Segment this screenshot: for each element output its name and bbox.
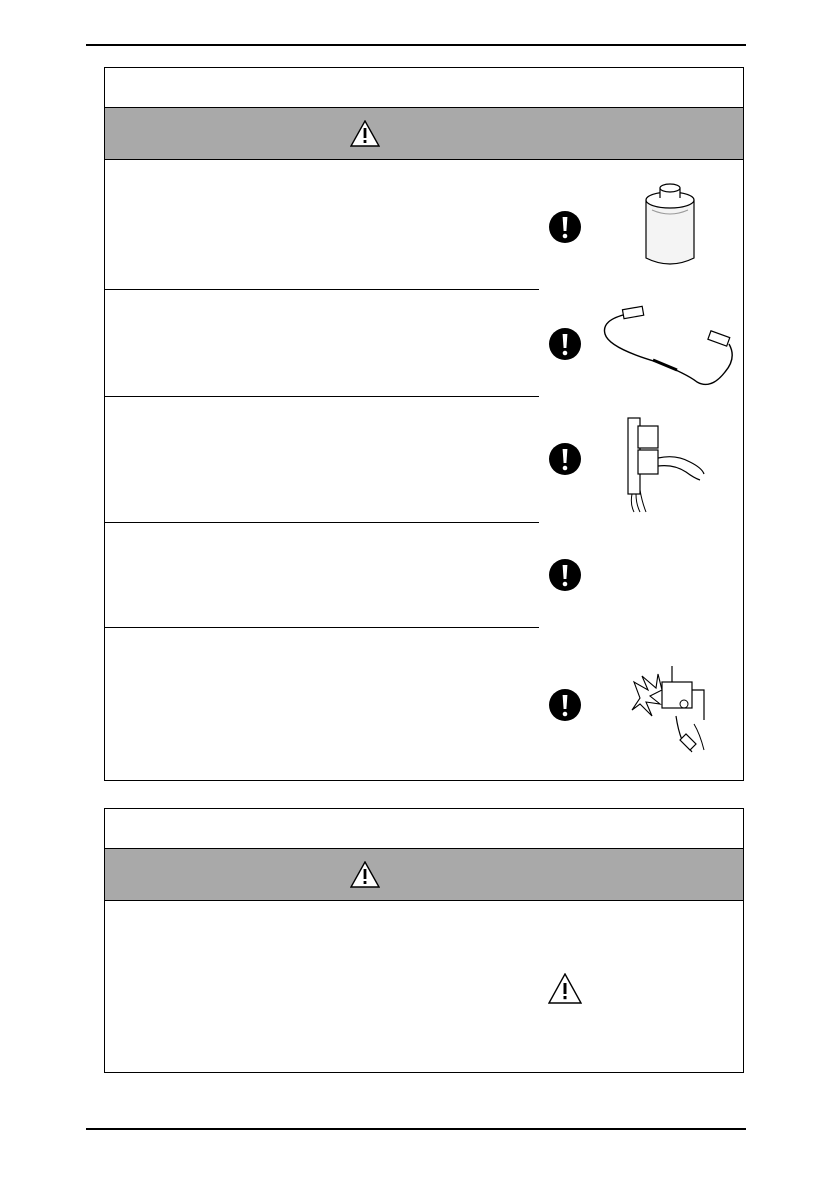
caution-triangle-icon: [548, 973, 582, 1004]
caution-band-2: [105, 849, 743, 901]
cable-icon: [597, 300, 741, 392]
warning-band-1: [105, 108, 743, 160]
row-divider-4: [105, 627, 539, 628]
mandatory-icon: [548, 327, 582, 361]
mandatory-icon: [548, 558, 582, 592]
mandatory-icon: [548, 442, 582, 476]
connector-icon: [624, 414, 706, 514]
row-divider-2: [105, 396, 539, 397]
row-divider-3: [105, 522, 539, 523]
header-rule: [86, 44, 746, 46]
battery-icon: [640, 178, 700, 270]
spark-shock-icon: [628, 660, 708, 756]
mandatory-icon: [548, 688, 582, 722]
caution-box-2-title: [105, 809, 743, 849]
warning-box-1-title: [105, 68, 743, 108]
mandatory-icon: [548, 210, 582, 244]
caution-box-2: [104, 808, 744, 1073]
row-divider-1: [105, 289, 539, 290]
footer-rule: [86, 1128, 746, 1130]
warning-triangle-icon: [350, 861, 380, 888]
warning-triangle-icon: [350, 120, 380, 147]
